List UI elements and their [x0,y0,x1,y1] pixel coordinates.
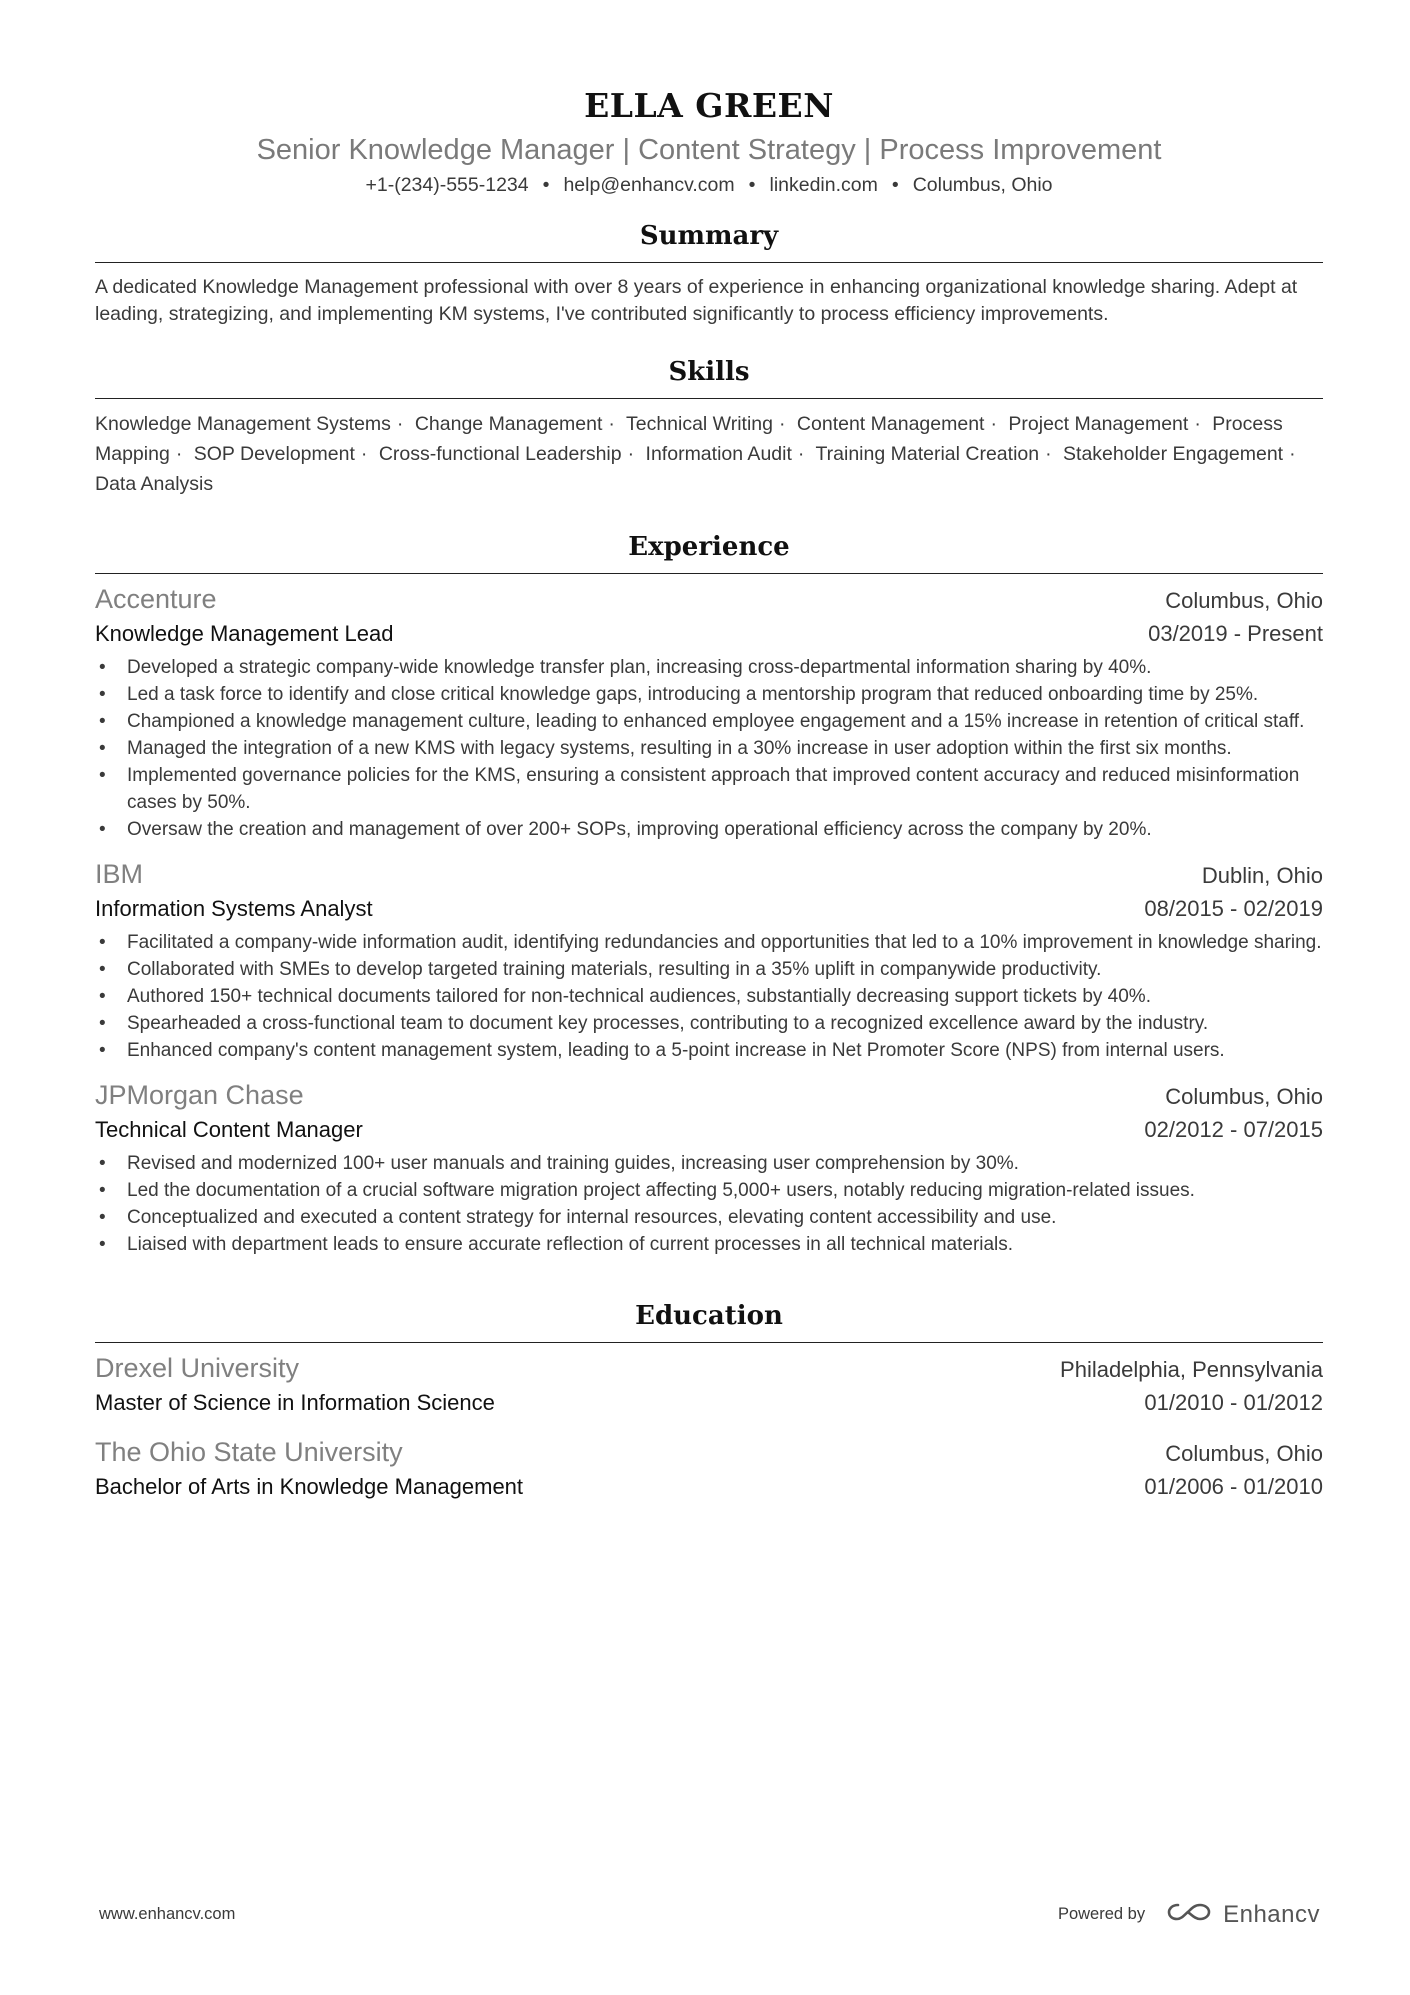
section-title-summary: Summary [95,218,1323,263]
bullet-dot: • [99,1180,106,1201]
education-section [95,1298,1323,1503]
bullet-text: Implemented governance policies for the KMS, ensuring a consistent approach that improved content accuracy and reduced misinformation cases by 50%. [127,765,1300,813]
experience-entry [95,582,1323,843]
list-item [95,654,1323,681]
list-item [95,1150,1323,1177]
list-item [95,1231,1323,1258]
headline: Senior Knowledge Manager | Content Strategy | Process Improvement [256,134,1162,166]
list-item [95,1037,1323,1064]
enhancv-brand-link[interactable] [1167,1900,1320,1929]
skill-separator: · [1194,413,1201,435]
education-entry [95,1435,1323,1503]
bullet-dot: • [99,1207,106,1228]
bullet-dot: • [99,1234,106,1255]
list-item [95,708,1323,735]
skill-item: Technical Writing [625,413,773,435]
powered-by-label: Powered by [1057,1905,1146,1923]
bullet-text: Authored 150+ technical documents tailored for non-technical audiences, substantially decreasing support tickets by 40%. [127,986,1151,1007]
section-title-education: Education [95,1298,1323,1343]
enhancv-logo-icon [1167,1900,1213,1929]
bullet-text: Liaised with department leads to ensure accurate reflection of current processes in all technical materials. [127,1234,1014,1255]
brand-name: Enhancv [1223,1900,1320,1928]
footer-branding [1058,1900,1320,1929]
school-name: The Ohio State University [95,1437,403,1467]
bullet-text: Facilitated a company-wide information audit, identifying redundancies and opportunities that led to a 10% improvement in knowledge sharing. [127,932,1322,953]
skill-separator: · [627,443,635,465]
job-location: Dublin, Ohio [1201,863,1323,888]
skill-separator: · [797,443,805,465]
list-item [95,762,1323,816]
company-name: IBM [95,859,144,889]
skill-separator: · [175,443,183,465]
skill-separator: · [608,413,615,435]
skill-separator: · [1045,443,1052,465]
job-title: Knowledge Management Lead [95,621,394,646]
resume-header [95,0,1323,198]
page-footer [99,1900,1320,1929]
skill-item: Data Analysis [95,473,214,495]
bullet-dot: • [99,932,106,953]
bullet-text: Conceptualized and executed a content strategy for internal resources, elevating content accessibility and use. [127,1207,1057,1228]
bullet-text: Collaborated with SMEs to develop targeted training materials, resulting in a 35% uplift in companywide productivity. [127,959,1102,980]
bullet-text: Enhanced company's content management system, leading to a 5-point increase in Net Promoter Score (NPS) from internal users. [127,1040,1225,1061]
job-dates: 02/2012 - 07/2015 [1144,1117,1323,1142]
experience-section [95,529,1323,1258]
bullet-dot: • [99,986,106,1007]
bullet-text: Managed the integration of a new KMS with legacy systems, resulting in a 30% increase in user adoption within the first six months. [127,738,1232,759]
job-location: Columbus, Ohio [1165,1084,1323,1109]
list-item [95,1177,1323,1204]
school-location: Philadelphia, Pennsylvania [1060,1357,1323,1382]
job-dates: 03/2019 - Present [1148,621,1323,646]
education-dates: 01/2006 - 01/2010 [1144,1474,1323,1499]
resume-page [95,0,1323,1503]
bullet-dot: • [99,819,106,840]
education-entry [95,1351,1323,1419]
list-item [95,929,1323,956]
bullet-text: Championed a knowledge management culture, leading to enhanced employee engagement and a 15% increase in retention of critical staff. [127,711,1305,732]
degree-name: Master of Science in Information Science [95,1390,495,1415]
bullet-text: Spearheaded a cross-functional team to document key processes, contributing to a recognized excellence award by the industry. [127,1013,1209,1034]
skill-item: Process Mapping [95,413,1283,465]
summary-text: A dedicated Knowledge Management professional with over 8 years of experience in enhancing organizational knowledge sharing. Adept at leading, strategizing, and implementing KM systems, I've contributed significantly to process efficiency improvements. [95,276,1298,325]
bullet-text: Oversaw the creation and management of over 200+ SOPs, improving operational efficiency across the company by 20%. [127,819,1152,840]
skill-separator: · [360,443,368,465]
list-item [95,983,1323,1010]
bullet-dot: • [99,711,106,732]
skill-item: Cross-functional Leadership [378,443,622,465]
bullet-dot: • [99,765,106,786]
school-name: Drexel University [95,1353,300,1383]
job-location: Columbus, Ohio [1165,588,1323,613]
contact-email[interactable]: help@enhancv.com [563,174,735,196]
footer-website-link[interactable]: www.enhancv.com [99,1905,236,1923]
bullet-separator: • [542,174,550,196]
skill-item: SOP Development [193,443,355,465]
skills-list [95,409,1323,499]
bullet-dot: • [99,684,106,705]
bullet-dot: • [99,738,106,759]
section-title-skills: Skills [95,354,1323,399]
job-dates: 08/2015 - 02/2019 [1144,896,1323,921]
company-name: Accenture [95,584,217,614]
skill-item: Knowledge Management Systems [95,413,391,435]
list-item [95,681,1323,708]
job-bullets [95,1150,1323,1258]
job-title: Technical Content Manager [95,1117,363,1142]
skill-item: Content Management [796,413,985,435]
bullet-text: Revised and modernized 100+ user manuals and training guides, increasing user comprehension by 30%. [127,1153,1019,1174]
company-name: JPMorgan Chase [95,1080,304,1110]
school-location: Columbus, Ohio [1165,1441,1323,1466]
list-item [95,1204,1323,1231]
skill-item: Training Material Creation [815,443,1040,465]
list-item [95,735,1323,762]
candidate-name: ELLA GREEN [584,86,834,125]
education-dates: 01/2010 - 01/2012 [1144,1390,1323,1415]
bullet-dot: • [99,959,106,980]
experience-entry [95,857,1323,1064]
experience-entry [95,1078,1323,1258]
section-title-experience: Experience [95,529,1323,574]
degree-name: Bachelor of Arts in Knowledge Management [95,1474,524,1499]
skill-separator: · [396,413,404,435]
skills-section [95,354,1323,499]
skill-item: Information Audit [645,443,792,465]
summary-section [95,218,1323,328]
contact-info [95,172,1323,198]
list-item [95,956,1323,983]
bullet-text: Led the documentation of a crucial software migration project affecting 5,000+ users, notably reducing migration-related issues. [127,1180,1195,1201]
list-item [95,1010,1323,1037]
contact-location: Columbus, Ohio [912,174,1053,196]
job-bullets [95,654,1323,843]
bullet-dot: • [99,1040,106,1061]
bullet-dot: • [99,1013,106,1034]
job-title: Information Systems Analyst [95,896,373,921]
contact-linkedin[interactable]: linkedin.com [769,174,878,196]
list-item [95,816,1323,843]
skill-item: Project Management [1008,413,1189,435]
bullet-separator: • [891,174,899,196]
skill-separator: · [990,413,997,435]
skill-separator: · [779,413,786,435]
bullet-text: Developed a strategic company-wide knowledge transfer plan, increasing cross-departmental information sharing by 40%. [127,657,1152,678]
contact-phone: +1-(234)-555-1234 [365,174,529,196]
skill-item: Change Management [414,413,603,435]
bullet-dot: • [99,1153,106,1174]
skill-item: Stakeholder Engagement [1063,443,1284,465]
bullet-separator: • [748,174,756,196]
skill-separator: · [1289,443,1296,465]
bullet-text: Led a task force to identify and close critical knowledge gaps, introducing a mentorship program that reduced onboarding time by 25%. [127,684,1259,705]
job-bullets [95,929,1323,1064]
bullet-dot: • [99,657,106,678]
